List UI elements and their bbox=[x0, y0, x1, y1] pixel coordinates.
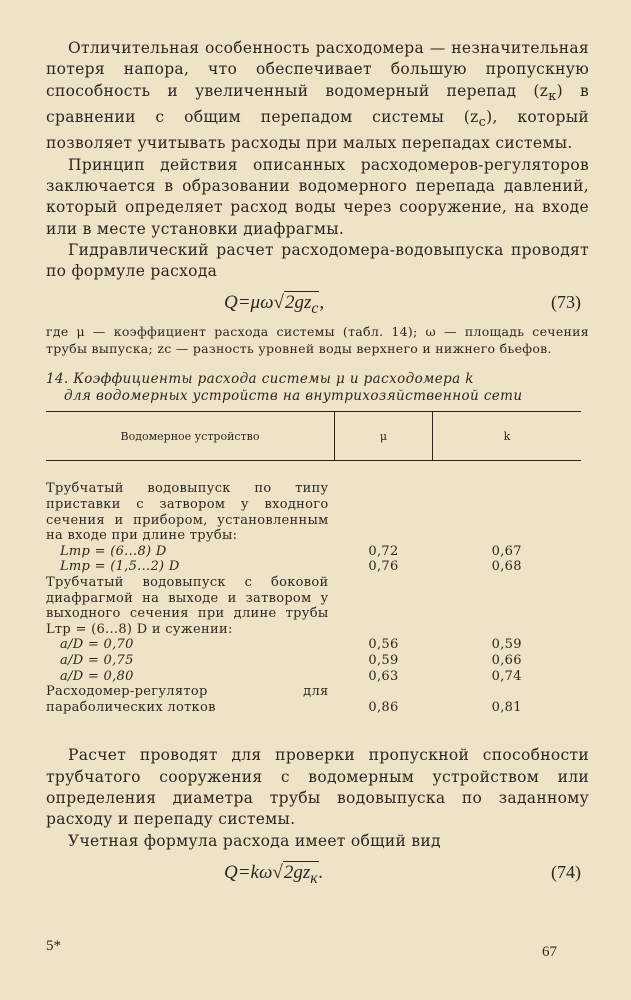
signature-mark: 5* bbox=[46, 938, 61, 954]
table-row: Трубчатый водовыпуск по типу приставки с затвором у входного сечения и прибором, установленным на входе при длине трубы: bbox=[46, 481, 329, 544]
formula-number: (74) bbox=[551, 861, 581, 882]
paragraph-principle: Принцип действия описанных расходомеров-регуляторов заключается в образовании водомерного перепада давлений, который определяет расход воды через сооружение, на входе или в месте установки диафрагмы. bbox=[46, 155, 589, 238]
paragraph-calc-purpose: Расчет проводят для проверки пропускной способности трубчатого сооружения с водомерным устройством или определения диаметра трубы водовыпуска по заданному расходу и перепаду системы. bbox=[46, 746, 589, 829]
table-caption: 14. Коэффициенты расхода системы μ и расходомера k для водомерных устройств на внутрихозяйственной сети bbox=[46, 371, 523, 405]
paragraph-hydraulic-calc: Гидравлический расчет расходомера-водовыпуска проводят по формуле расхода bbox=[46, 240, 589, 281]
formula-note: где μ — коэффициент расхода системы (табл. 14); ω — площадь сечения трубы выпуска; zс — разность уровней воды верхнего и нижнего бьефов. bbox=[46, 324, 589, 356]
table-row: a/D = 0,70 0,56 0,59 bbox=[60, 637, 522, 653]
coefficients-table bbox=[46, 411, 581, 721]
table-row: Расходомер-регулятор для параболических лотков 0,86 0,81 bbox=[46, 684, 522, 715]
table-row: a/D = 0,75 0,59 0,66 bbox=[60, 652, 522, 668]
table-row: Трубчатый водовыпуск с боковой диафрагмой на выходе и затвором у выходного сечения при длине трубы Lтр = (6...8) D и сужении: bbox=[46, 575, 329, 637]
paragraph-general-formula: Учетная формула расхода имеет общий вид bbox=[68, 831, 441, 850]
formula-74: $Q=k\omega√2gz_к$. (74) bbox=[224, 861, 581, 887]
formula-number: (73) bbox=[551, 292, 581, 313]
header-k: k bbox=[433, 412, 582, 461]
header-mu: μ bbox=[335, 412, 433, 461]
table-row: Lтр = (1,5...2) D 0,76 0,68 bbox=[60, 559, 522, 575]
paragraph-distinction: Отличительная особенность расходомера — незначительная потеря напора, что обеспечивает большую пропускную способность и увеличенный водомерный перепад $(z_к)$ в сравнении с общим перепадом системы $(z_с)$, который позволяет учитывать расходы при малых перепадах системы. bbox=[46, 39, 589, 153]
table-row: Lтр = (6...8) D 0,72 0,67 bbox=[60, 543, 522, 559]
page-number: 67 bbox=[542, 944, 557, 960]
table-row: a/D = 0,80 0,63 0,74 bbox=[60, 668, 522, 684]
formula-73: $Q=\mu\omega√2gz_с$, (73) bbox=[224, 292, 581, 318]
header-device: Водомерное устройство bbox=[46, 412, 335, 461]
